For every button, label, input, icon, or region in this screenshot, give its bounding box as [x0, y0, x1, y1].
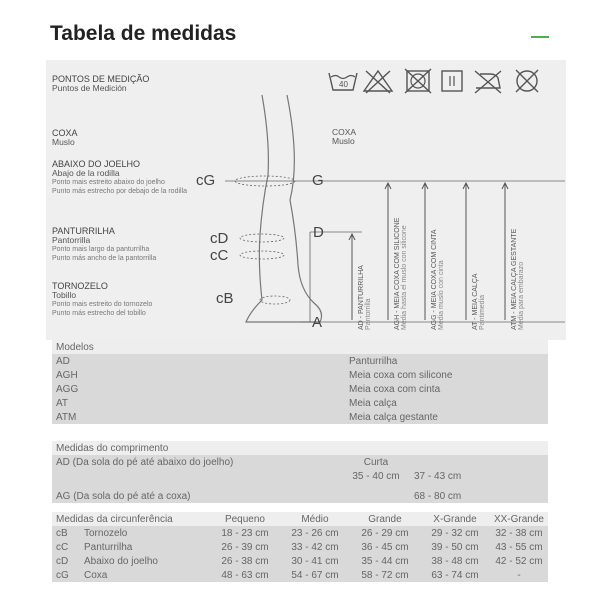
size-header: XX-Grande	[490, 512, 548, 526]
points-heading-es: Puntos de Medición	[52, 83, 127, 93]
size-header: Pequeno	[210, 512, 280, 526]
joelho-note-es: Punto más estrecho por debajo de la rodilla	[52, 188, 188, 195]
joelho-label-pt: ABAIXO DO JOELHO	[52, 159, 141, 169]
tornozelo-label-pt: TORNOZELO	[52, 281, 108, 291]
model-name: Meia coxa com cinta	[345, 382, 548, 396]
length-ag-value: 68 - 80 cm	[410, 489, 548, 503]
letter-cg: cG	[196, 172, 216, 189]
coxa-label-es: Muslo	[52, 137, 75, 147]
marker-cc	[240, 251, 284, 259]
length-ad-label: AD (Da sola do pé até abaixo do joelho)	[52, 455, 342, 469]
letter-g: G	[312, 172, 324, 189]
letter-cb: cB	[216, 290, 234, 307]
tornozelo-note-pt: Ponto mais estreito do tornozelo	[52, 301, 153, 308]
length-table	[52, 441, 548, 503]
letter-cd: cD	[210, 230, 229, 247]
table-row: cC Panturrilha 26 - 39 cm 33 - 42 cm 36 - 45 cm 39 - 50 cm 43 - 55 cm	[52, 540, 548, 554]
points-heading-pt: PONTOS DE MEDIÇÃO	[52, 74, 150, 84]
model-code: AD	[52, 354, 345, 368]
length-header: Medidas do comprimento	[52, 441, 548, 455]
joelho-note-pt: Ponto mais estreito abaixo do joelho	[52, 179, 165, 186]
model-name: Meia coxa com silicone	[345, 368, 548, 382]
length-curta-value: 35 - 40 cm	[342, 469, 410, 483]
model-code: AGH	[52, 368, 345, 382]
vertical-label-agh: AGH - MEIA COXA COM SILICONE Media hasta el muslo con silicone	[394, 217, 408, 330]
letter-d: D	[313, 224, 324, 241]
page-title: Tabela de medidas	[50, 22, 237, 45]
tornozelo-note-es: Punto más estrecho del tobillo	[52, 310, 146, 317]
circumference-table	[52, 512, 548, 582]
circumference-header: Medidas da circunferência	[52, 512, 210, 526]
model-name: Meia calça	[345, 396, 548, 410]
size-header: X-Grande	[420, 512, 490, 526]
models-header: Modelos	[52, 340, 548, 354]
vertical-label-at: AT - MEIA CALÇA Pantimedia	[472, 273, 486, 330]
size-header: Médio	[280, 512, 350, 526]
joelho-label-es: Abajo de la rodilla	[52, 168, 120, 178]
svg-text:40: 40	[339, 80, 348, 89]
letter-a: A	[312, 314, 323, 331]
coxa-right-pt: COXA	[332, 127, 357, 137]
vertical-label-ad: AD - PANTURRILHA Pantorrilla	[358, 265, 372, 330]
coxa-label-pt: COXA	[52, 128, 78, 138]
panturrilha-label-pt: PANTURRILHA	[52, 226, 115, 236]
table-row: cD Abaixo do joelho 26 - 38 cm 30 - 41 cm 35 - 44 cm 38 - 48 cm 42 - 52 cm	[52, 554, 548, 568]
coxa-right-es: Muslo	[332, 136, 355, 146]
panturrilha-note-es: Punto más ancho de la pantorrilla	[52, 255, 157, 262]
length-curta-label: Curta	[342, 455, 410, 469]
model-name: Panturrilha	[345, 354, 548, 368]
length-ag-label: AG (Da sola do pé até a coxa)	[52, 489, 342, 503]
model-code: AT	[52, 396, 345, 410]
vertical-label-atm: ATM - MEIA CALÇA GESTANTE Media para embarazo	[511, 228, 525, 330]
length-ad-long-value: 37 - 43 cm	[410, 469, 548, 483]
vertical-label-agg: AGG - MEIA COXA COM CINTA Media muslo con cinta	[431, 229, 445, 330]
tornozelo-label-es: Tobillo	[52, 290, 77, 300]
model-code: ATM	[52, 410, 345, 424]
table-row: cB Tornozelo 18 - 23 cm 23 - 26 cm 26 - 29 cm 29 - 32 cm 32 - 38 cm	[52, 526, 548, 540]
marker-cd	[240, 234, 284, 242]
size-header: Grande	[350, 512, 420, 526]
table-row: cG Coxa 48 - 63 cm 54 - 67 cm 58 - 72 cm 63 - 74 cm -	[52, 568, 548, 582]
letter-cc: cC	[210, 247, 229, 264]
panturrilha-label-es: Pantorrilla	[52, 235, 91, 245]
panturrilha-note-pt: Ponto mais largo da panturrilha	[52, 246, 150, 253]
model-code: AGG	[52, 382, 345, 396]
model-name: Meia calça gestante	[345, 410, 548, 424]
models-table	[52, 340, 548, 424]
marker-cb	[260, 296, 290, 304]
